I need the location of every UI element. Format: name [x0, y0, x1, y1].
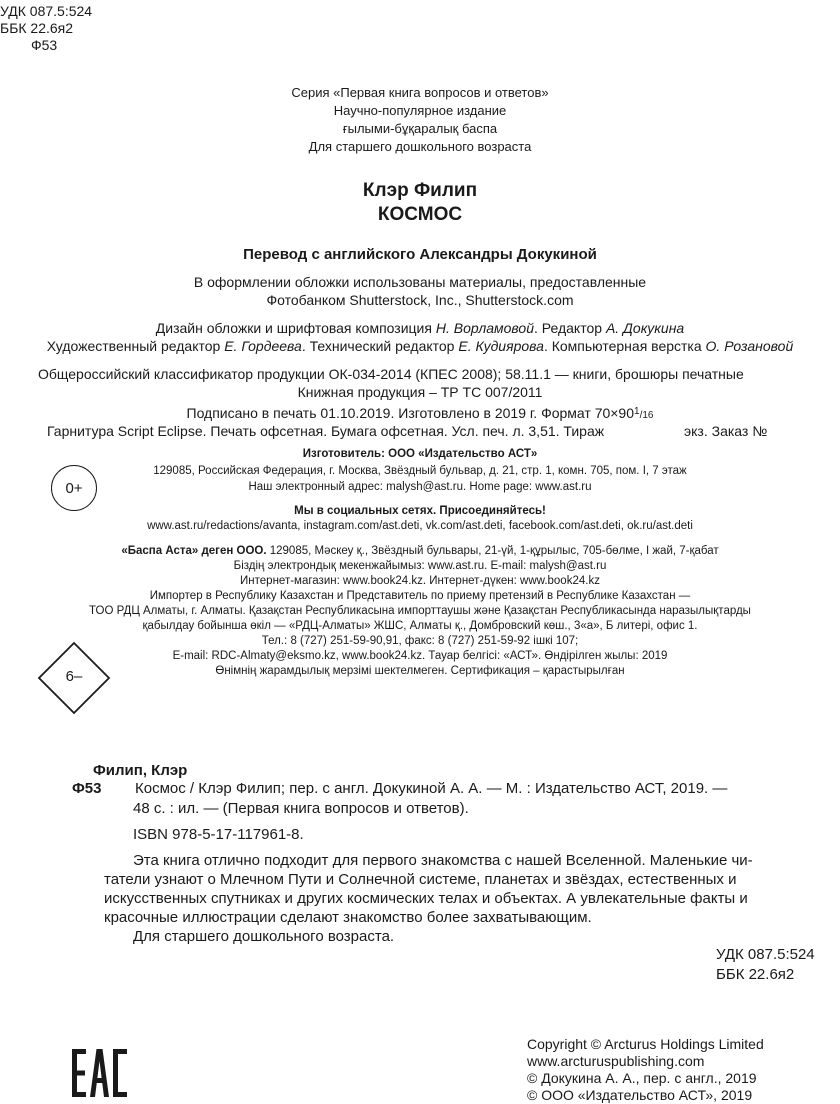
- translation-credit: Перевод с английского Александры Докукиной: [243, 246, 597, 263]
- book-author: Клэр Филип: [362, 180, 478, 201]
- print-info: [0, 405, 840, 421]
- kz-certification: Өнімнің жарамдылық мерзімі шектелмеген. Сертификация – қарастырылған: [215, 665, 625, 677]
- edition-type-kz: ғылыми-бұқаралық баспа: [342, 121, 498, 136]
- catalog-entry-2: 48 с. : ил. — (Первая книга вопросов и ответов).: [133, 800, 469, 817]
- catalog-bbk: ББК 22.6я2: [716, 966, 795, 983]
- catalog-code: Ф53: [72, 780, 102, 797]
- editor-label: . Редактор: [534, 320, 606, 336]
- format-denominator: 16: [642, 410, 654, 421]
- header-bbk: ББК 22.6я2: [0, 20, 74, 36]
- edition-type: Научно-популярное издание: [333, 103, 507, 118]
- copyright-translation: © Докукина А. А., пер. с англ., 2019: [527, 1070, 757, 1086]
- header-code: Ф53: [31, 37, 58, 53]
- art-editor-name: Е. Гордеева: [224, 338, 302, 354]
- catalog-isbn: ISBN 978-5-17-117961-8.: [133, 826, 304, 843]
- abstract-line: красочные иллюстрации сделают знакомство более захватывающим.: [104, 909, 592, 926]
- art-editor-label: Художественный редактор: [46, 338, 225, 354]
- kz-phone: Тел.: 8 (727) 251-59-90,91, факс: 8 (727) 251-59-92 ішкі 107;: [261, 635, 579, 647]
- typeface-info: Гарнитура Script Eclipse. Печать офсетная. Бумага офсетная. Усл. печ. л. 3,51. Тираж: [47, 423, 605, 439]
- abstract-line: Эта книга отлично подходит для первого знакомства с нашей Вселенной. Маленькие чи-: [133, 852, 753, 869]
- design-label: Дизайн обложки и шрифтовая композиция: [155, 320, 436, 336]
- cover-materials-2: Фотобанком Shutterstock, Inc., Shutterstock.com: [266, 292, 574, 308]
- kz-email: Біздің электрондық мекенжайымыз: www.ast.ru. E-mail: malysh@ast.ru: [233, 560, 607, 572]
- tech-editor-name: Е. Кудиярова: [458, 338, 544, 354]
- catalog-author-heading: Филип, Клэр: [93, 762, 188, 779]
- kz-contacts: E-mail: RDC-Almaty@eksmo.kz, www.book24.kz. Тауар белгісі: «АСТ». Өндірілген жылы: 2019: [172, 650, 668, 662]
- print-info-text: Подписано в печать 01.10.2019. Изготовлено в 2019 г. Формат 70×90: [186, 405, 635, 421]
- abstract-line: искусственных спутниках и других космических телах и объектах. А увлекательные факты и: [104, 890, 748, 907]
- kz-importer: Импортер в Республику Казахстан и Представитель по приему претензий в Республике Казахстан —: [149, 590, 691, 602]
- kz-publisher-line: [0, 545, 840, 557]
- header-udk: УДК 087.5:524: [0, 3, 93, 19]
- cover-materials-1: В оформлении обложки использованы материалы, предоставленные: [193, 274, 647, 290]
- art-credits: [0, 338, 840, 354]
- format-numerator: 1: [634, 406, 640, 417]
- editor-name: А. Докукина: [605, 320, 685, 336]
- manufacturer-email: Наш электронный адрес: malysh@ast.ru. Home page: www.ast.ru: [248, 481, 592, 493]
- catalog-udk: УДК 087.5:524: [716, 946, 815, 963]
- abstract-age: Для старшего дошкольного возраста.: [133, 928, 395, 945]
- eac-mark-icon: [72, 1049, 128, 1097]
- format-separator: /: [639, 410, 643, 421]
- product-standard: Книжная продукция – ТР ТС 007/2011: [297, 384, 543, 400]
- age-rating-diamond-text: 6–: [65, 668, 83, 685]
- age-audience: Для старшего дошкольного возраста: [308, 139, 532, 154]
- social-links: www.ast.ru/redactions/avanta, instagram.com/ast.deti, vk.com/ast.deti, facebook.com/ast.deti, ok.ru/ast.deti: [147, 520, 693, 532]
- social-title: Мы в социальных сетях. Присоединяйтесь!: [294, 505, 546, 517]
- series-line: Серия «Первая книга вопросов и ответов»: [291, 85, 549, 100]
- age-rating-diamond-badge: [37, 641, 111, 715]
- manufacturer-title: Изготовитель: ООО «Издательство АСТ»: [302, 448, 538, 460]
- kz-representative: қабылдау бойынша өкіл — «РДЦ-Алматы» ЖШС, Алматы қ., Домбровский көш., 3«а», Б литері, офис 1.: [142, 620, 698, 632]
- manufacturer-address: 129085, Российская Федерация, г. Москва, Звёздный бульвар, д. 21, стр. 1, комн. 705, пом. I, 7 этаж: [153, 465, 687, 477]
- kz-importer-2: ТОО РДЦ Алматы, г. Алматы. Қазақстан Республикасына импорттаушы және Қазақстан Республикасында наразылықтарды: [89, 605, 751, 617]
- book-title: КОСМОС: [377, 204, 463, 225]
- kz-shop: Интернет-магазин: www.book24.kz. Интернет-дүкен: www.book24.kz: [240, 575, 600, 587]
- age-rating-circle-text: 0+: [65, 479, 83, 497]
- kz-publisher-name: «Баспа Аста» деген ООО.: [121, 545, 267, 557]
- designer-name: Н. Ворламовой: [435, 320, 534, 336]
- kz-publisher-address: 129085, Мәскеу қ., Звёздный бульвары, 21-үй, 1-құрылыс, 705-бөлме, I жай, 7-қабат: [266, 545, 719, 557]
- layout-label: . Компьютерная верстка: [543, 338, 706, 354]
- catalog-entry: Космос / Клэр Филип; пер. с англ. Докукиной А. А. — М. : Издательство АСТ, 2019. —: [135, 780, 728, 797]
- copyright-website: www.arcturuspublishing.com: [527, 1053, 705, 1069]
- design-credits: [0, 320, 840, 336]
- classifier-line: Общероссийский классификатор продукции ОК-034-2014 (КПЕС 2008); 58.11.1 — книги, брошюры печатные: [38, 366, 744, 382]
- tech-editor-label: . Технический редактор: [301, 338, 459, 354]
- copyright-publisher: © ООО «Издательство АСТ», 2019: [527, 1087, 753, 1103]
- layout-name: О. Розановой: [705, 338, 794, 354]
- copyright-holder: Copyright © Arcturus Holdings Limited: [527, 1036, 764, 1052]
- abstract-line: татели узнают о Млечном Пути и Солнечной системе, планетах и звёздах, естественных и: [104, 871, 737, 888]
- order-info: экз. Заказ №: [684, 423, 768, 439]
